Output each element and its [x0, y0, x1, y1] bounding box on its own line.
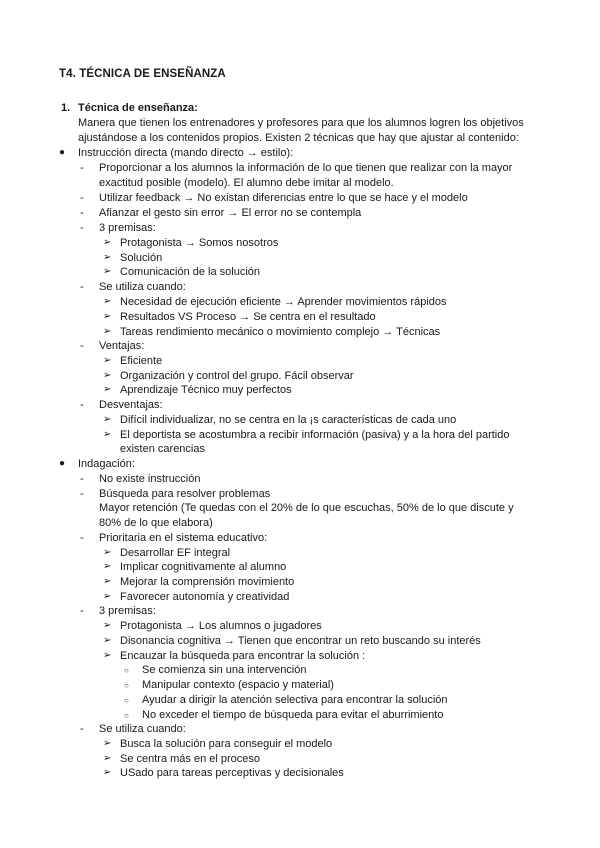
list-item: Desarrollar EF integral — [120, 547, 231, 559]
arrow-marker: ➢ — [103, 591, 112, 602]
arrow-marker: ➢ — [103, 753, 112, 764]
list-item: Manipular contexto (espacio y material) — [142, 679, 334, 691]
list-item: Disonancia cognitiva → Tienen que encontrar un reto buscando su interés — [120, 635, 481, 647]
list-item: Eficiente — [120, 355, 163, 367]
arrow-marker: ➢ — [103, 296, 112, 307]
list-item: Protagonista → Los alumnos o jugadores — [120, 620, 322, 632]
circle-marker: ○ — [124, 681, 129, 690]
list-item: Resultados VS Proceso → Se centra en el resultado — [120, 311, 376, 323]
list-item: Organización y control del grupo. Fácil observar — [120, 370, 354, 382]
list-item: Tareas rendimiento mecánico o movimiento complejo → Técnicas — [120, 326, 441, 338]
arrow-marker: ➢ — [103, 326, 112, 337]
list-item-continuation: Mayor retención (Te quedas con el 20% de lo que escuchas, 50% de lo que discute y — [99, 502, 514, 514]
list-item: El deportista se acostumbra a recibir información (pasiva) y a la hora del partido — [120, 429, 510, 441]
arrow-marker: ➢ — [103, 650, 112, 661]
intro-text: Manera que tienen los entrenadores y profesores para que los alumnos logren los objetivos — [78, 117, 524, 129]
list-item: Ventajas: — [99, 340, 145, 352]
list-item: Necesidad de ejecución eficiente → Aprender movimientos rápidos — [120, 296, 447, 308]
arrow-marker: ➢ — [103, 429, 112, 440]
list-item: USado para tareas perceptivas y decisionales — [120, 767, 344, 779]
arrow-marker: ➢ — [103, 576, 112, 587]
list-item: Proporcionar a los alumnos la información de lo que tienen que realizar con la mayor — [99, 162, 513, 174]
list-item: No exceder el tiempo de búsqueda para evitar el aburrimiento — [142, 709, 444, 721]
bullet-marker: ● — [59, 147, 66, 158]
list-item: Comunicación de la solución — [120, 266, 261, 278]
list-item: No existe instrucción — [99, 473, 201, 485]
dash-marker: - — [80, 488, 84, 500]
arrow-marker: ➢ — [103, 547, 112, 558]
list-item: 3 premisas: — [99, 605, 156, 617]
list-item: Favorecer autonomía y creatividad — [120, 591, 290, 603]
list-item: 3 premisas: — [99, 222, 156, 234]
dash-marker: - — [80, 723, 84, 735]
list-item: Se utiliza cuando: — [99, 281, 186, 293]
list-item: Protagonista → Somos nosotros — [120, 237, 279, 249]
page-title: T4. TÉCNICA DE ENSEÑANZA — [59, 68, 226, 80]
section-number: 1. — [61, 102, 71, 114]
list-item: Se comienza sin una intervención — [142, 664, 307, 676]
list-item: Afianzar el gesto sin error → El error no se contempla — [99, 207, 362, 219]
dash-marker: - — [80, 532, 84, 544]
circle-marker: ○ — [124, 666, 129, 675]
list-item: Busca la solución para conseguir el modelo — [120, 738, 333, 750]
list-item: Solución — [120, 252, 163, 264]
list-item-continuation: 80% de lo que elabora) — [99, 517, 213, 529]
arrow-marker: ➢ — [103, 384, 112, 395]
arrow-marker: ➢ — [103, 266, 112, 277]
circle-marker: ○ — [124, 696, 129, 705]
dash-marker: - — [80, 222, 84, 234]
list-item: Difícil individualizar, no se centra en la ¡s características de cada uno — [120, 414, 457, 426]
list-item: Prioritaria en el sistema educativo: — [99, 532, 268, 544]
dash-marker: - — [80, 399, 84, 411]
list-item: Aprendizaje Técnico muy perfectos — [120, 384, 292, 396]
arrow-marker: ➢ — [103, 252, 112, 263]
list-item: Mejorar la comprensión movimiento — [120, 576, 295, 588]
list-item: Instrucción directa (mando directo → estilo): — [78, 147, 294, 159]
dash-marker: - — [80, 605, 84, 617]
arrow-marker: ➢ — [103, 620, 112, 631]
list-item: Utilizar feedback → No existan diferencias entre lo que se hace y el modelo — [99, 192, 468, 204]
list-item-continuation: existen carencias — [120, 443, 205, 455]
arrow-marker: ➢ — [103, 311, 112, 322]
section-heading: Técnica de enseñanza: — [78, 102, 198, 114]
list-item: Implicar cognitivamente al alumno — [120, 561, 287, 573]
dash-marker: - — [80, 281, 84, 293]
arrow-marker: ➢ — [103, 561, 112, 572]
list-item: Indagación: — [78, 458, 135, 470]
list-item: Se utiliza cuando: — [99, 723, 186, 735]
list-item: Se centra más en el proceso — [120, 753, 261, 765]
arrow-marker: ➢ — [103, 237, 112, 248]
list-item: Búsqueda para resolver problemas — [99, 488, 271, 500]
dash-marker: - — [80, 207, 84, 219]
intro-text: ajustándose a los contenidos propios. Existen 2 técnicas que hay que ajustar al contenido: — [78, 132, 519, 144]
dash-marker: - — [80, 473, 84, 485]
circle-marker: ○ — [124, 711, 129, 720]
arrow-marker: ➢ — [103, 370, 112, 381]
arrow-marker: ➢ — [103, 355, 112, 366]
dash-marker: - — [80, 340, 84, 352]
list-item: Desventajas: — [99, 399, 163, 411]
list-item: Ayudar a dirigir la atención selectiva para encontrar la solución — [142, 694, 448, 706]
dash-marker: - — [80, 192, 84, 204]
arrow-marker: ➢ — [103, 414, 112, 425]
arrow-marker: ➢ — [103, 738, 112, 749]
list-item: Encauzar la búsqueda para encontrar la solución : — [120, 650, 366, 662]
arrow-marker: ➢ — [103, 767, 112, 778]
list-item-continuation: exactitud posible (modelo). El alumno debe imitar al modelo. — [99, 177, 394, 189]
arrow-marker: ➢ — [103, 635, 112, 646]
dash-marker: - — [80, 162, 84, 174]
bullet-marker: ● — [59, 458, 66, 469]
